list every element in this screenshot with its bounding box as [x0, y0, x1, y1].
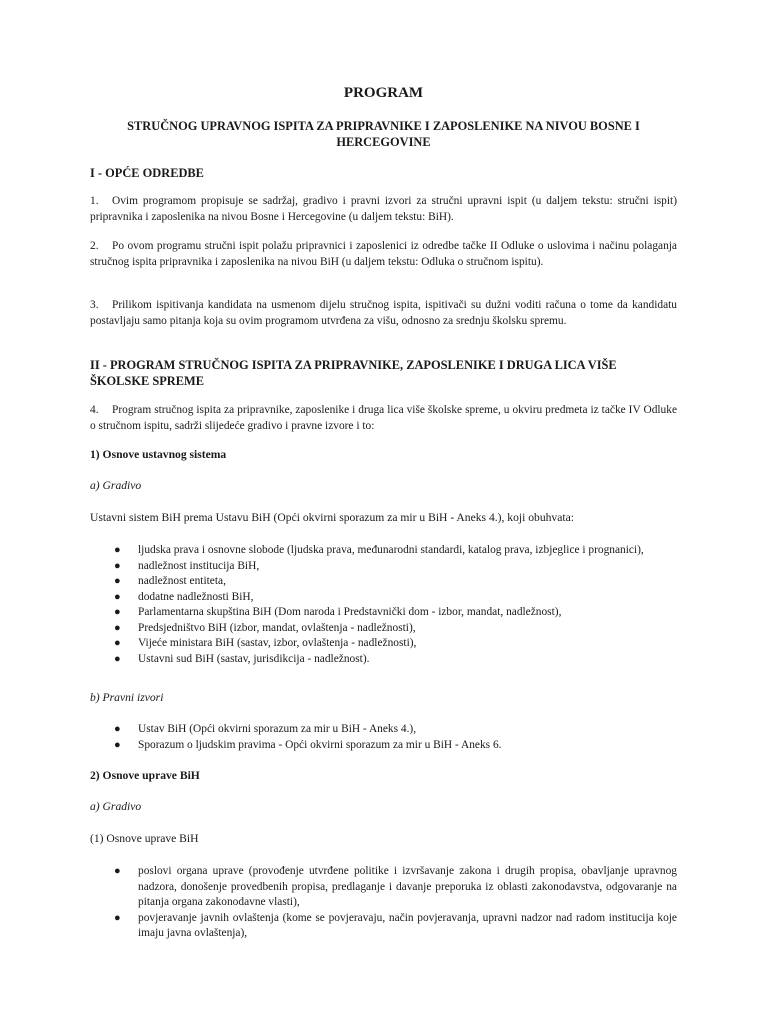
bullet-icon: ● [114, 911, 121, 924]
bullet-icon: ● [114, 575, 121, 587]
list-item: ● dodatne nadležnosti BiH, [112, 590, 677, 606]
bullet-icon: ● [114, 738, 121, 751]
part-2-gradivo-label: a) Gradivo [90, 800, 142, 813]
part-1-gradivo-label: a) Gradivo [90, 479, 142, 492]
bullet-icon: ● [114, 865, 121, 877]
list-item: ● Vijeće ministara BiH (sastav, izbor, ovlaštenja - nadležnosti), [112, 636, 677, 652]
bullet-icon: ● [114, 723, 121, 735]
document-subtitle: STRUČNOG UPRAVNOG ISPITA ZA PRIPRAVNIKE I ZAPOSLENIKE NA NIVOU BOSNE I HERCEGOVINE [127, 119, 640, 149]
paragraph-2 [90, 239, 677, 270]
paragraph-1 [90, 194, 677, 225]
bullet-icon: ● [114, 606, 121, 618]
list-item: ● Ustavni sud BiH (sastav, jurisdikcija - nadležnost). [112, 652, 677, 668]
bullet-icon: ● [114, 652, 121, 665]
part-1-izvori-list [112, 722, 677, 753]
bullet-icon: ● [114, 621, 121, 634]
paragraph-text: Program stručnog ispita za pripravnike, zaposlenike i druga lica više školske spreme, u okviru predmeta iz tačke IV Odluke o stručnom ispitu, sadrži slijedeće gradivo i pravne izvore i to: [90, 404, 677, 432]
part-2-heading: 2) Osnove uprave BiH [90, 769, 200, 782]
part-2-sub-label: (1) Osnove uprave BiH [90, 832, 199, 845]
list-item: ● nadležnost institucija BiH, [112, 559, 677, 575]
bullet-icon: ● [114, 559, 121, 572]
list-item: ● Parlamentarna skupština BiH (Dom naroda i Predstavnički dom - izbor, mandat, nadležnost), [112, 605, 677, 621]
part-1-heading: 1) Osnove ustavnog sistema [90, 448, 227, 461]
paragraph-number: 2. [90, 240, 99, 252]
list-item: ● Sporazum o ljudskim pravima - Opći okvirni sporazum za mir u BiH - Aneks 6. [112, 738, 677, 754]
paragraph-text: Ovim programom propisuje se sadržaj, gradivo i pravni izvori za stručni upravni ispit (u daljem tekstu: stručni ispit) pripravnika i zaposlenika na nivou Bosne i Hercegovine (u daljem tekstu: BiH). [90, 195, 677, 223]
list-item: ● nadležnost entiteta, [112, 574, 677, 590]
paragraph-number: 3. [90, 299, 99, 311]
list-item: ● povjeravanje javnih ovlaštenja (kome se povjeravaju, način povjeravanja, upravni nadzor nad radom institucija koje imaju javna ovlaštenja), [114, 911, 677, 939]
section-1-heading: I - OPĆE ODREDBE [90, 166, 204, 180]
bullet-icon: ● [114, 590, 121, 603]
part-1-izvori-label: b) Pravni izvori [90, 691, 164, 704]
paragraph-number: 4. [90, 404, 99, 416]
part-1-gradivo-list [112, 543, 677, 667]
paragraph-4 [90, 403, 677, 434]
part-1-intro: Ustavni sistem BiH prema Ustavu BiH (Opći okvirni sporazum za mir u BiH - Aneks 4.), koji obuhvata: [90, 511, 574, 524]
list-item: ● Predsjedništvo BiH (izbor, mandat, ovlaštenja - nadležnosti), [112, 621, 677, 637]
list-item: ● ljudska prava i osnovne slobode (ljudska prava, međunarodni standardi, katalog prava, izbjeglice i prognanici), [112, 543, 677, 559]
bullet-icon: ● [114, 544, 121, 556]
part-2-gradivo-list [112, 864, 677, 942]
document-title: PROGRAM [343, 85, 424, 101]
paragraph-number: 1. [90, 195, 99, 207]
paragraph-text: Po ovom programu stručni ispit polažu pripravnici i zaposlenici iz odredbe tačke II Odluke o uslovima i načinu polaganja stručnog ispita pripravnika i zaposlenika na nivou BiH (u daljem tekstu: Odluka o stručnom ispitu). [90, 240, 677, 268]
bullet-icon: ● [114, 637, 121, 649]
list-item: ● Ustav BiH (Opći okvirni sporazum za mir u BiH - Aneks 4.), [112, 722, 677, 738]
paragraph-text: Prilikom ispitivanja kandidata na usmenom dijelu stručnog ispita, ispitivači su dužni voditi računa o tome da kandidatu postavljaju samo pitanja koja su ovim programom utvrđena za višu, odnosno za srednju školsku spremu. [90, 299, 677, 327]
list-item: ● poslovi organa uprave (provođenje utvrđene politike i izvršavanje zakona i drugih propisa, obavljanje upravnog nadzora, donošenje provedbenih propisa, predlaganje i davanje preporuka iz oblasti zakonodavstva, odgovaranje na pitanja organa zakonodavne vlasti), [114, 865, 677, 908]
paragraph-3 [90, 298, 677, 329]
section-2-heading: II - PROGRAM STRUČNOG ISPITA ZA PRIPRAVNIKE, ZAPOSLENIKE I DRUGA LICA VIŠE ŠKOLSKE SPREME [90, 358, 617, 388]
